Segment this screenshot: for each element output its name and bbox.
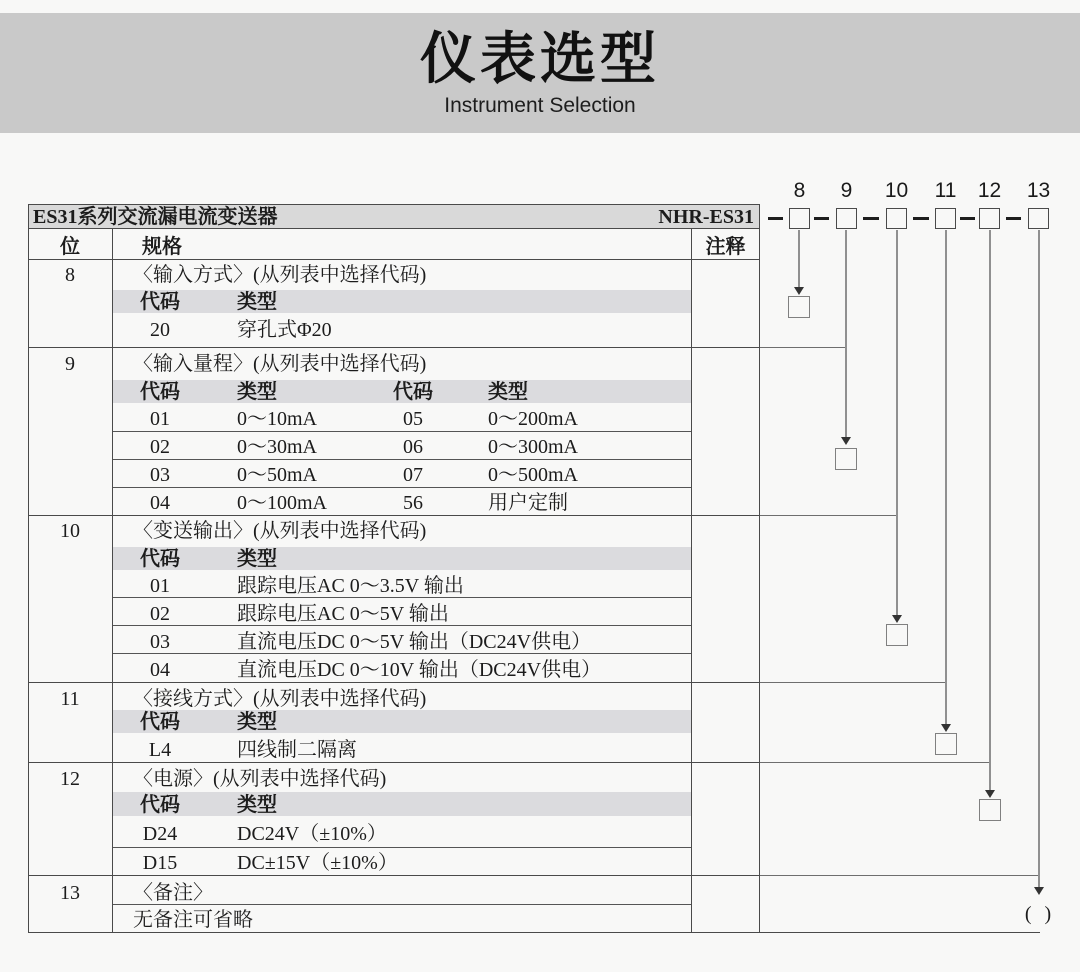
table-left-border xyxy=(28,204,29,932)
code-cell: D24 xyxy=(142,823,178,845)
position-number-10: 10 xyxy=(60,520,80,542)
digit-label-8: 8 xyxy=(793,179,806,202)
target-box-10 xyxy=(886,624,908,646)
code-header: 代码 xyxy=(393,381,433,403)
section-12-title: 〈电源〉(从列表中选择代码) xyxy=(133,768,387,790)
connector-line-8 xyxy=(798,230,800,287)
code-cell: 06 xyxy=(403,436,423,458)
type-cell: 0～50mA xyxy=(237,464,317,486)
divider-extension xyxy=(760,875,1039,876)
type-cell: 四线制二隔离 xyxy=(237,739,357,761)
type-header: 类型 xyxy=(237,291,277,313)
type-cell: 直流电压DC 0～5V 输出（DC24V供电） xyxy=(237,631,592,653)
dash-separator xyxy=(863,217,879,220)
target-box-11 xyxy=(935,733,957,755)
minor-divider xyxy=(112,487,691,488)
code-cell: 07 xyxy=(403,464,423,486)
code-cell: 03 xyxy=(150,464,170,486)
table-right-border xyxy=(759,204,760,932)
code-cell: 04 xyxy=(150,659,170,681)
code-cell: 02 xyxy=(150,603,170,625)
down-arrow-icon xyxy=(941,724,951,732)
type-cell: 直流电压DC 0～10V 输出（DC24V供电） xyxy=(237,659,602,681)
page-title: 仪表选型 xyxy=(420,26,660,90)
minor-divider xyxy=(112,847,691,848)
major-divider xyxy=(28,259,760,260)
position-column-border xyxy=(112,228,113,932)
code-header: 代码 xyxy=(140,548,180,570)
major-divider xyxy=(28,228,760,229)
type-cell: 跟踪电压AC 0～5V 输出 xyxy=(237,603,449,625)
minor-divider xyxy=(112,597,691,598)
code-cell: 02 xyxy=(150,436,170,458)
connector-line-13 xyxy=(1038,230,1040,887)
type-header: 类型 xyxy=(237,711,277,733)
connector-line-9 xyxy=(845,230,847,437)
code-box-12 xyxy=(979,208,1000,229)
type-header: 类型 xyxy=(237,381,277,403)
position-number-11: 11 xyxy=(60,688,80,710)
table-bottom-border xyxy=(28,932,1040,933)
position-number-8: 8 xyxy=(65,264,75,286)
minor-divider xyxy=(112,431,691,432)
dash-separator xyxy=(768,217,783,220)
section-9-title: 〈输入量程〉(从列表中选择代码) xyxy=(133,353,427,375)
product-name: ES31系列交流漏电流变送器 xyxy=(33,205,278,228)
divider-extension xyxy=(760,347,847,348)
divider-extension xyxy=(760,762,990,763)
dash-separator xyxy=(960,217,975,220)
type-cell: DC±15V（±10%） xyxy=(237,852,398,874)
type-cell: 0～10mA xyxy=(237,408,317,430)
digit-label-9: 9 xyxy=(840,179,853,202)
section-8-title: 〈输入方式〉(从列表中选择代码) xyxy=(133,264,427,286)
section-13-title: 〈备注〉 xyxy=(133,882,213,904)
connector-line-10 xyxy=(896,230,898,615)
major-divider xyxy=(28,515,760,516)
table-title-bar xyxy=(28,204,760,229)
position-number-13: 13 xyxy=(60,882,80,904)
type-cell: 0～100mA xyxy=(237,492,327,514)
type-header: 类型 xyxy=(488,381,528,403)
type-cell: 0～30mA xyxy=(237,436,317,458)
target-box-12 xyxy=(979,799,1001,821)
dash-separator xyxy=(814,217,829,220)
digit-label-12: 12 xyxy=(977,179,1002,202)
position-number-12: 12 xyxy=(60,768,80,790)
code-box-10 xyxy=(886,208,907,229)
column-header-position: 位 xyxy=(60,236,80,258)
down-arrow-icon xyxy=(892,615,902,623)
type-header: 类型 xyxy=(237,794,277,816)
page-subtitle: Instrument Selection xyxy=(444,93,636,117)
divider-extension xyxy=(760,682,946,683)
code-cell: L4 xyxy=(148,739,172,761)
major-divider xyxy=(28,875,760,876)
minor-divider xyxy=(112,653,691,654)
table-top-border xyxy=(28,204,760,205)
column-header-spec: 规格 xyxy=(142,236,182,258)
major-divider xyxy=(28,682,760,683)
code-cell: 04 xyxy=(150,492,170,514)
code-cell: 03 xyxy=(150,631,170,653)
type-cell: 用户定制 xyxy=(488,492,568,514)
section-11-title: 〈接线方式〉(从列表中选择代码) xyxy=(133,688,427,710)
code-box-13 xyxy=(1028,208,1049,229)
code-box-9 xyxy=(836,208,857,229)
target-box-8 xyxy=(788,296,810,318)
major-divider xyxy=(28,762,760,763)
minor-divider xyxy=(112,625,691,626)
section-10-title: 〈变送输出〉(从列表中选择代码) xyxy=(133,520,427,542)
down-arrow-icon xyxy=(1034,887,1044,895)
code-header: 代码 xyxy=(140,291,180,313)
code-cell: 01 xyxy=(150,575,170,597)
minor-divider xyxy=(112,904,691,905)
code-cell: 56 xyxy=(403,492,423,514)
connector-line-11 xyxy=(945,230,947,724)
code-cell: D15 xyxy=(142,852,178,874)
dash-separator xyxy=(913,217,929,220)
note-column-border xyxy=(691,228,692,932)
down-arrow-icon xyxy=(841,437,851,445)
code-box-8 xyxy=(789,208,810,229)
divider-extension xyxy=(760,515,897,516)
digit-label-13: 13 xyxy=(1026,179,1051,202)
connector-line-12 xyxy=(989,230,991,790)
remark-note: 无备注可省略 xyxy=(133,909,253,931)
model-code: NHR-ES31 xyxy=(658,205,754,228)
dash-separator xyxy=(1006,217,1021,220)
type-cell: 跟踪电压AC 0～3.5V 输出 xyxy=(237,575,464,597)
remark-parentheses: ( ) xyxy=(1024,903,1056,925)
type-cell: DC24V（±10%） xyxy=(237,823,387,845)
type-header: 类型 xyxy=(237,548,277,570)
code-header: 代码 xyxy=(140,794,180,816)
target-box-9 xyxy=(835,448,857,470)
down-arrow-icon xyxy=(985,790,995,798)
code-cell: 05 xyxy=(403,408,423,430)
code-box-11 xyxy=(935,208,956,229)
major-divider xyxy=(28,347,760,348)
code-header: 代码 xyxy=(140,381,180,403)
type-cell: 0～500mA xyxy=(488,464,578,486)
type-cell: 0～300mA xyxy=(488,436,578,458)
minor-divider xyxy=(112,459,691,460)
code-cell: 20 xyxy=(150,319,170,341)
column-header-note: 注释 xyxy=(705,236,746,258)
digit-label-10: 10 xyxy=(884,179,909,202)
type-cell: 穿孔式Φ20 xyxy=(237,319,332,341)
position-number-9: 9 xyxy=(65,353,75,375)
digit-label-11: 11 xyxy=(934,179,957,202)
code-header: 代码 xyxy=(140,711,180,733)
code-cell: 01 xyxy=(150,408,170,430)
page-banner xyxy=(0,13,1080,133)
down-arrow-icon xyxy=(794,287,804,295)
type-cell: 0～200mA xyxy=(488,408,578,430)
